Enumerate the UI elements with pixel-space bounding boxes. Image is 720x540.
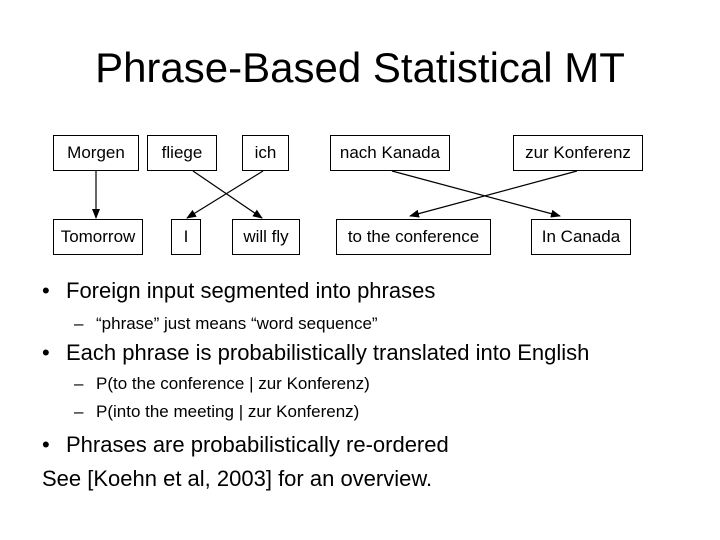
source-phrase-nach-kanada: nach Kanada [330,135,450,171]
target-phrase-in-canada: In Canada [531,219,631,255]
target-phrase-tomorrow: Tomorrow [53,219,143,255]
bullet-2 [42,340,589,366]
target-phrase-to-the-conference: to the conference [336,219,491,255]
dash-symbol: – [74,374,84,393]
bullet-3 [42,432,449,458]
bullet-symbol: • [42,278,50,303]
bullet-1-sub-1 [74,314,378,334]
target-phrase-will-fly: will fly [232,219,300,255]
target-phrase-i: I [171,219,201,255]
arrow-zur-konferenz-to-the-conference [410,171,577,216]
slide-title: Phrase-Based Statistical MT [95,44,625,91]
source-phrase-fliege: fliege [147,135,217,171]
source-phrase-zur-konferenz: zur Konferenz [513,135,643,171]
bullet-2-sub-1 [74,374,370,394]
source-phrase-morgen: Morgen [53,135,139,171]
bullet-2-text: Each phrase is probabilistically translated into English [66,340,590,365]
dash-symbol: – [74,402,84,421]
bullet-3-text: Phrases are probabilistically re-ordered [66,432,449,457]
arrow-nach-kanada-in-canada [392,171,560,216]
footer-reference: See [Koehn et al, 2003] for an overview. [42,466,433,491]
bullet-1-text: Foreign input segmented into phrases [66,278,436,303]
bullet-2-sub-1-text: P(to the conference | zur Konferenz) [96,374,370,393]
bullet-1-sub-1-text: “phrase” just means “word sequence” [96,314,378,333]
bullet-2-sub-2-text: P(into the meeting | zur Konferenz) [96,402,360,421]
bullet-2-sub-2 [74,402,359,422]
bullet-symbol: • [42,340,50,365]
source-phrase-ich: ich [242,135,289,171]
bullet-1 [42,278,435,304]
dash-symbol: – [74,314,84,333]
bullet-symbol: • [42,432,50,457]
